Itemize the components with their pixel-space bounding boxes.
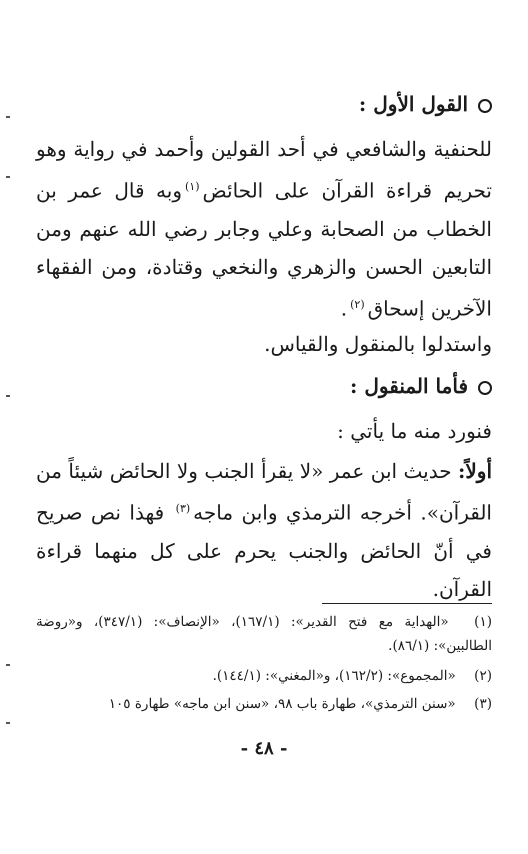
book-page	[36, 0, 492, 854]
paragraph-first-evidence: أولاً: حديث ابن عمر «لا يقرأ الجنب ولا الحائض شيئاً من القرآن». أخرجه الترمذي وابن ماجه$^{(٣)}$ فهذا نص صريح في أنّ الحائض والجنب يحرم على كل منهما قراءة القرآن.	[36, 459, 493, 601]
paragraph-intro: فنورد منه ما يأتي :	[337, 419, 492, 443]
footnote-ref: (١)	[185, 180, 200, 193]
footnote-3: (٣) «سنن الترمذي»، طهارة باب ٩٨، «سنن ابن ماجه» طهارة ١٠٥	[108, 696, 492, 712]
section-heading-first-opinion: القول الأول :	[359, 90, 492, 118]
footnote-divider	[322, 603, 492, 604]
paragraph-first-opinion: للحنفية والشافعي في أحد القولين وأحمد في رواية وهو تحريم قراءة القرآن على الحائض$^{(١)}$وبه قال عمر بن الخطاب من الصحابة وعلي وجابر رضي الله عنهم ومن التابعين الحسن والزهري والنخعي وقتادة، ومن الفقهاء الآخرين إسحاق$^{(٢)}$.	[36, 137, 492, 321]
page-number: - ٤٨ -	[240, 738, 288, 759]
footnote-2: (٢) «المجموع»: (١٦٢/٢)، و«المغني»: (١٤٤/١).	[212, 668, 492, 684]
first-label: أولاً:	[458, 459, 493, 483]
paragraph-evidence: واستدلوا بالمنقول والقياس.	[264, 332, 492, 356]
circle-bullet-icon	[478, 381, 492, 395]
circle-bullet-icon	[478, 99, 492, 113]
margin-mark	[6, 176, 10, 178]
footnote-ref: (٢)	[350, 297, 365, 311]
margin-mark	[6, 395, 10, 397]
margin-mark	[6, 722, 10, 724]
footnote-ref: (٣)	[175, 502, 191, 515]
footnote-1: (١) «الهداية مع فتح القدير»: (١٦٧/١)، «الإنصاف»: (٣٤٧/١)، و«روضة الطالبين»: (٨٦/١).	[36, 614, 492, 654]
margin-mark	[6, 664, 10, 666]
section-heading-transmitted: فأما المنقول :	[350, 372, 492, 400]
margin-mark	[6, 116, 10, 118]
